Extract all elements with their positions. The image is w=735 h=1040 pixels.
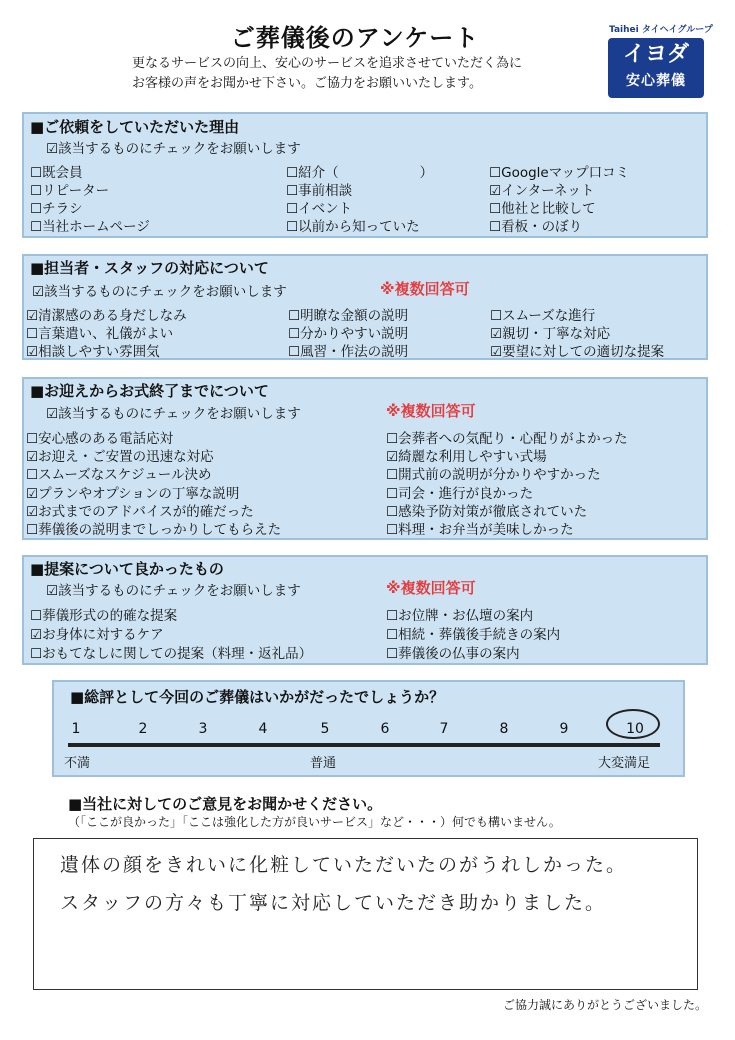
checkbox-icon: ☑ [46, 406, 59, 422]
checkbox-label: おもてなしに関しての提案（料理・返礼品） [42, 646, 313, 662]
checkbox-icon: ☑ [46, 583, 59, 599]
rating-high-label: 大変満足 [598, 756, 651, 771]
section1-item[interactable] [30, 179, 109, 199]
checkbox-label: 事前相談 [298, 183, 353, 199]
checkbox-icon[interactable]: ☐ [386, 627, 399, 643]
checkbox-label: 他社と比較して [501, 201, 596, 217]
intro-line-2: お客様の声をお聞かせ下さい。ご協力をお願いいたします。 [132, 76, 482, 91]
checkbox-label: 葬儀後の仏事の案内 [398, 646, 520, 662]
section2-item[interactable] [26, 340, 160, 360]
handwritten-line-1: 遺体の顔をきれいに化粧していただいたのがうれしかった。 [60, 854, 628, 876]
checkbox-label: スムーズな進行 [502, 308, 596, 324]
checkbox-label: イベント [298, 201, 353, 217]
section3-item[interactable] [386, 427, 628, 447]
checkbox-checked-icon[interactable]: ☑ [26, 486, 39, 502]
section1-item[interactable] [286, 215, 420, 235]
opinion-heading: ■当社に対してのご意見をお聞かせください。 [68, 795, 383, 813]
rating-option[interactable]: 1 [71, 721, 81, 737]
section4-item[interactable] [386, 604, 533, 624]
instruction-text: 該当するものにチェックをお願いします [44, 284, 287, 300]
section3-item[interactable] [386, 518, 574, 538]
section3-item[interactable] [386, 500, 587, 520]
section3-item[interactable] [26, 500, 254, 520]
checkbox-label: お式までのアドバイスが的確だった [38, 504, 254, 520]
checkbox-icon[interactable]: ☐ [288, 308, 301, 324]
checkbox-icon[interactable]: ☐ [30, 608, 43, 624]
checkbox-label: 相続・葬儀後手続きの案内 [398, 627, 561, 643]
section3-item[interactable] [26, 518, 281, 538]
checkbox-icon[interactable]: ☐ [30, 201, 43, 217]
checkbox-label: 葬儀形式の的確な提案 [42, 608, 178, 624]
section4-item[interactable] [386, 642, 520, 662]
section2-item[interactable] [288, 322, 408, 342]
section2-item[interactable] [490, 304, 595, 324]
checkbox-label: お迎え・ご安置の迅速な対応 [38, 449, 214, 465]
section3-instruction [46, 402, 301, 422]
instruction-text: 該当するものにチェックをお願いします [58, 583, 301, 599]
checkbox-icon[interactable]: ☐ [288, 326, 301, 342]
section1-item[interactable] [286, 161, 433, 181]
checkbox-label: 綺麗な利用しやすい式場 [398, 449, 547, 465]
checkbox-label: 司会・進行が良かった [398, 486, 534, 502]
company-logo [608, 38, 704, 98]
rating-option[interactable]: 6 [380, 721, 390, 737]
section1-item[interactable] [30, 215, 150, 235]
checkbox-icon: ☑ [46, 141, 59, 157]
intro-text [132, 54, 602, 94]
checkbox-label: 葬儀後の説明までしっかりしてもらえた [38, 522, 282, 538]
section2-item[interactable] [288, 340, 408, 360]
section3-heading: ■お迎えからお式終了までについて [30, 382, 269, 400]
checkbox-icon[interactable]: ☐ [386, 504, 399, 520]
section2-item[interactable] [490, 322, 610, 342]
checkbox-icon[interactable]: ☐ [490, 308, 503, 324]
instruction-text: 該当するものにチェックをお願いします [58, 141, 301, 157]
checkbox-icon[interactable]: ☐ [26, 522, 39, 538]
instruction-text: 該当するものにチェックをお願いします [58, 406, 301, 422]
checkbox-icon[interactable]: ☐ [386, 646, 399, 662]
rating-option[interactable]: 5 [320, 721, 330, 737]
checkbox-label: お位牌・お仏壇の案内 [398, 608, 534, 624]
rating-low-label: 不満 [64, 756, 91, 771]
checkbox-icon[interactable]: ☐ [386, 486, 399, 502]
checkbox-icon[interactable]: ☐ [30, 183, 43, 199]
checkbox-label: プランやオプションの丁寧な説明 [38, 486, 240, 502]
section4-item[interactable] [30, 623, 164, 643]
checkbox-checked-icon[interactable]: ☑ [30, 627, 43, 643]
section4-item[interactable] [386, 623, 560, 643]
checkbox-label: 会葬者への気配り・心配りがよかった [398, 431, 628, 447]
checkbox-label: Googleマップ口コミ [501, 165, 630, 181]
checkbox-label: 風習・作法の説明 [300, 344, 409, 360]
checkbox-icon[interactable]: ☐ [26, 326, 39, 342]
intro-line-1: 更なるサービスの向上、安心のサービスを追求させていただく為に [132, 56, 523, 71]
checkbox-label: 看板・のぼり [501, 219, 583, 235]
section1-instruction [46, 137, 301, 157]
section2-heading: ■担当者・スタッフの対応について [30, 259, 269, 277]
logo-sub: 安心葬儀 [626, 73, 686, 89]
checkbox-label: 安心感のある電話応対 [38, 431, 174, 447]
checkbox-checked-icon[interactable]: ☑ [26, 449, 39, 465]
checkbox-label: 感染予防対策が徹底されていた [398, 504, 588, 520]
rating-scale-line [68, 743, 660, 747]
section3-item[interactable] [386, 463, 601, 483]
checkbox-icon[interactable]: ☐ [489, 165, 502, 181]
section2-item[interactable] [26, 322, 173, 342]
section3-item[interactable] [26, 482, 239, 502]
checkbox-checked-icon[interactable]: ☑ [386, 449, 399, 465]
page-title: ご葬儀後のアンケート [230, 24, 480, 52]
section1-item[interactable] [286, 197, 352, 217]
section1-item[interactable] [489, 215, 582, 235]
rating-question: ■総評として今回のご葬儀はいかがだったでしょうか？ [70, 688, 445, 706]
section4-item[interactable] [30, 604, 177, 624]
checkbox-icon[interactable]: ☐ [286, 201, 299, 217]
section2-instruction [32, 280, 287, 300]
rating-option[interactable]: 4 [258, 721, 268, 737]
checkbox-label: 相談しやすい雰囲気 [38, 344, 160, 360]
rating-option[interactable]: 7 [439, 721, 449, 737]
rating-option[interactable]: 3 [198, 721, 208, 737]
checkbox-label: 清潔感のある身だしなみ [38, 308, 187, 324]
checkbox-icon[interactable]: ☐ [30, 165, 43, 181]
checkbox-checked-icon[interactable]: ☑ [26, 308, 39, 324]
section1-item[interactable] [286, 179, 352, 199]
checkbox-checked-icon[interactable]: ☑ [489, 183, 502, 199]
checkbox-label: 当社ホームページ [42, 219, 150, 235]
checkbox-label: 明瞭な金額の説明 [300, 308, 409, 324]
section1-item[interactable] [489, 161, 629, 181]
checkbox-label: 紹介（ ） [298, 165, 434, 181]
checkbox-icon[interactable]: ☐ [386, 467, 399, 483]
handwritten-line-2: スタッフの方々も丁寧に対応していただき助かりました。 [60, 892, 607, 914]
checkbox-icon[interactable]: ☐ [489, 219, 502, 235]
thanks-text: ご協力誠にありがとうございました。 [502, 998, 707, 1012]
checkbox-checked-icon[interactable]: ☑ [26, 504, 39, 520]
checkbox-icon[interactable]: ☐ [30, 219, 43, 235]
checkbox-checked-icon[interactable]: ☑ [26, 344, 39, 360]
checkbox-icon[interactable]: ☐ [286, 219, 299, 235]
checkbox-label: 親切・丁寧な対応 [502, 326, 611, 342]
section1-item[interactable] [489, 179, 594, 199]
checkbox-label: チラシ [42, 201, 83, 217]
checkbox-label: 既会員 [42, 165, 83, 181]
checkbox-checked-icon[interactable]: ☑ [490, 326, 503, 342]
multi-answer-note: ※複数回答可 [386, 402, 476, 420]
section2-item[interactable] [490, 340, 664, 360]
checkbox-icon[interactable]: ☐ [30, 646, 43, 662]
opinion-subtext: （「ここが良かった」「ここは強化した方が良いサービス」など・・・）何でも構いません。 [68, 815, 561, 829]
rating-option-selected[interactable]: 10 [626, 721, 644, 737]
checkbox-label: 要望に対しての適切な提案 [502, 344, 665, 360]
checkbox-icon[interactable]: ☐ [26, 431, 39, 447]
checkbox-label: 料理・お弁当が美味しかった [398, 522, 574, 538]
checkbox-label: 分かりやすい説明 [300, 326, 409, 342]
section4-heading: ■提案について良かったもの [30, 560, 224, 578]
section3-item[interactable] [26, 427, 173, 447]
section4-item[interactable] [30, 642, 312, 662]
multi-answer-note: ※複数回答可 [380, 280, 470, 298]
section2-item[interactable] [26, 304, 187, 324]
checkbox-icon[interactable]: ☐ [386, 431, 399, 447]
logo-group-label: Taihei タイヘイグループ [609, 25, 713, 35]
checkbox-icon[interactable]: ☐ [286, 165, 299, 181]
section4-instruction [46, 579, 301, 599]
rating-option[interactable]: 8 [499, 721, 509, 737]
section1-item[interactable] [30, 161, 83, 181]
checkbox-label: スムーズなスケジュール決め [38, 467, 212, 483]
checkbox-icon[interactable]: ☐ [288, 344, 301, 360]
checkbox-checked-icon[interactable]: ☑ [490, 344, 503, 360]
logo-main: イヨダ [622, 42, 689, 67]
section1-heading: ■ご依頼をしていただいた理由 [30, 118, 240, 136]
checkbox-label: リピーター [42, 183, 110, 199]
section3-item[interactable] [26, 445, 214, 465]
checkbox-label: 言葉遣い、礼儀がよい [38, 326, 174, 342]
checkbox-icon[interactable]: ☐ [386, 608, 399, 624]
section3-item[interactable] [386, 482, 533, 502]
rating-option[interactable]: 2 [138, 721, 148, 737]
checkbox-icon[interactable]: ☐ [26, 467, 39, 483]
section1-item[interactable] [30, 197, 83, 217]
section3-item[interactable] [386, 445, 547, 465]
rating-selected-circle [606, 709, 660, 739]
checkbox-label: お身体に対するケア [42, 627, 164, 643]
section1-item[interactable] [489, 197, 596, 217]
checkbox-label: 開式前の説明が分かりやすかった [398, 467, 601, 483]
checkbox-label: 以前から知っていた [298, 219, 420, 235]
checkbox-label: インターネット [501, 183, 595, 199]
multi-answer-note: ※複数回答可 [386, 579, 476, 597]
checkbox-icon[interactable]: ☐ [386, 522, 399, 538]
checkbox-icon[interactable]: ☐ [489, 201, 502, 217]
rating-mid-label: 普通 [310, 756, 337, 771]
checkbox-icon[interactable]: ☐ [286, 183, 299, 199]
rating-option[interactable]: 9 [559, 721, 569, 737]
section3-item[interactable] [26, 463, 211, 483]
checkbox-icon: ☑ [32, 284, 45, 300]
section2-item[interactable] [288, 304, 408, 324]
